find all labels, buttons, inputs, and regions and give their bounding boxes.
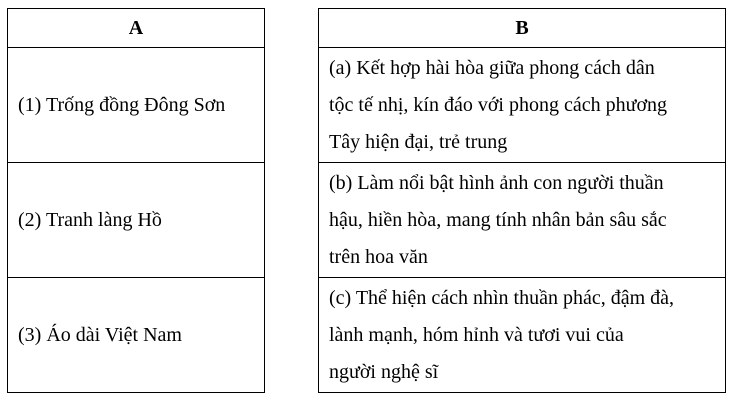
column-b-item-a xyxy=(319,48,726,163)
column-b-item-b-line-2: hậu, hiền hòa, mang tính nhân bản sâu sắc xyxy=(329,208,667,231)
column-b-item-b xyxy=(319,163,726,278)
column-b-item-b-line-1: (b) Làm nổi bật hình ảnh con người thuần xyxy=(329,171,664,194)
column-b-item-c-line-2: lành mạnh, hóm hỉnh và tươi vui của xyxy=(329,323,624,346)
column-b-item-c-line-1: (c) Thể hiện cách nhìn thuần phác, đậm đà, xyxy=(329,286,675,309)
column-a-item-1: (1) Trống đồng Đông Sơn xyxy=(8,48,265,163)
matching-table-b xyxy=(318,8,726,393)
matching-table-a xyxy=(7,8,265,393)
column-b-header: B xyxy=(319,9,726,48)
column-a-item-2: (2) Tranh làng Hồ xyxy=(8,163,265,278)
column-b-item-a-line-2: tộc tế nhị, kín đáo với phong cách phương xyxy=(329,93,668,116)
column-b-item-c xyxy=(319,278,726,393)
column-a-header: A xyxy=(8,9,265,48)
column-b-item-c-line-3: người nghệ sĩ xyxy=(329,360,439,383)
column-a-item-3: (3) Áo dài Việt Nam xyxy=(8,278,265,393)
column-b-item-a-line-3: Tây hiện đại, trẻ trung xyxy=(329,130,508,153)
column-b-item-b-line-3: trên hoa văn xyxy=(329,245,428,268)
column-b-item-a-line-1: (a) Kết hợp hài hòa giữa phong cách dân xyxy=(329,56,655,79)
